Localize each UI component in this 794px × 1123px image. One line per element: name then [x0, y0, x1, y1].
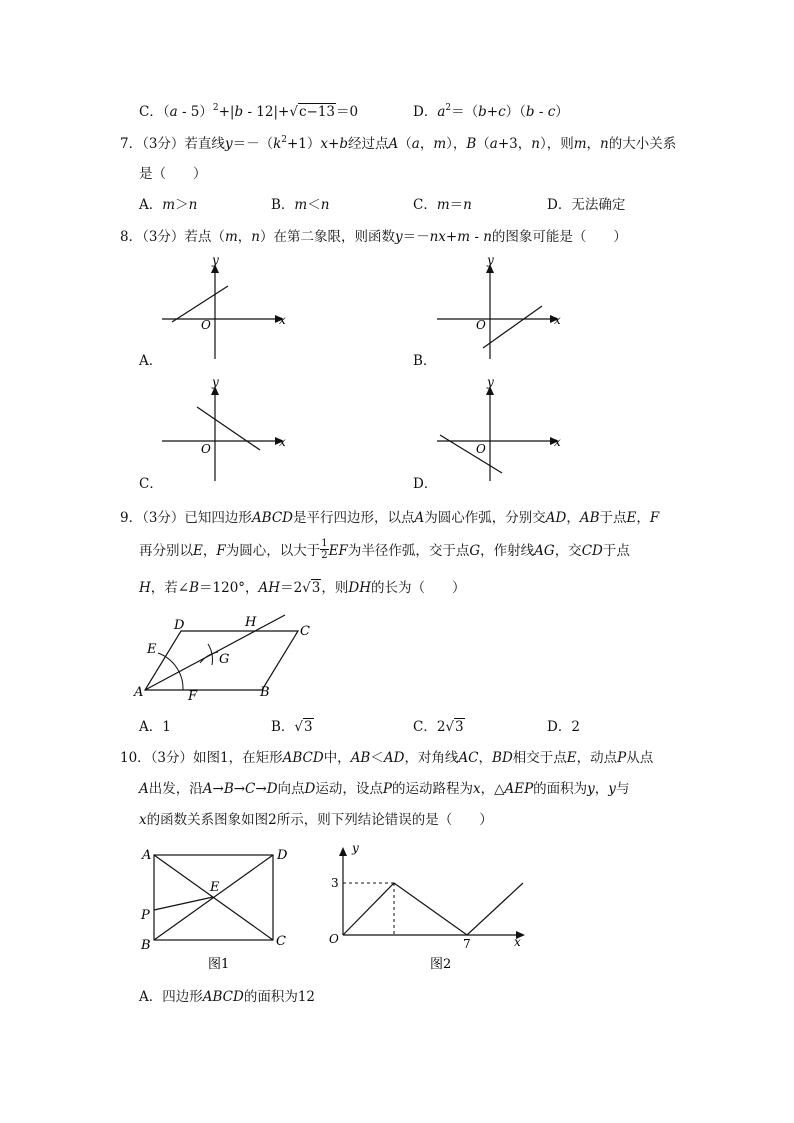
q10-option-a: A．四边形ABCD的面积为12 [139, 989, 316, 1005]
origin-label: O [476, 442, 486, 456]
rect-d-label: D [277, 848, 288, 863]
point-a-label: A [134, 685, 144, 700]
q10-figure1-rectangle [138, 842, 308, 977]
q8-graph-b [435, 255, 565, 365]
x-axis-label: x [279, 435, 286, 449]
graph-origin: O [329, 932, 339, 946]
origin-label: O [476, 318, 486, 332]
q7-option-a: A．m＞n [139, 197, 198, 213]
origin-label: O [201, 442, 211, 456]
rect-c-label: C [276, 934, 286, 949]
q9-option-d: D．2 [547, 719, 580, 735]
y-axis-label: y [212, 375, 219, 389]
q9-stem-line1: 9．（3分）已知四边形ABCD是平行四边形，以点A为圆心作弧，分别交AD，AB于点E，F [120, 510, 660, 526]
x-axis-label: x [554, 435, 561, 449]
origin-label: O [201, 318, 211, 332]
graph-tick-3: 3 [331, 876, 339, 890]
q6-option-d: D．$a^2=(b+c)(b - c)$ [413, 103, 569, 120]
q7-option-d: D．无法确定 [547, 197, 626, 213]
point-e-label: E [147, 642, 157, 657]
q10-stem-line3: x的函数关系图象如图2所示，则下列结论错误的是（ ） [139, 812, 493, 828]
point-h-label: H [245, 615, 257, 630]
x-axis-label: x [279, 313, 286, 327]
q7-option-b: B．m＜n [271, 197, 330, 213]
q9-stem-line2: 再分别以E，F为圆心，以大于 $\frac{1}{2}$ EF为半径作弧，交于点G，作射线AG，交CD于点 [139, 538, 630, 561]
point-f-label: F [188, 689, 198, 704]
q6-option-c: C．（a - 5）$^2$+|b - 12|+√c−13＝0 [139, 103, 359, 120]
q8-graph-a [160, 255, 290, 365]
q7-stem-line1: 7．（3分）若直线$y=-(k^2+1)x+b$经过点A（a，m），B（a+3，n），则m，n的大小关系 [120, 135, 677, 152]
graph-x-label: x [514, 935, 521, 949]
q8-graph-c [160, 377, 290, 487]
rect-a-label: A [142, 848, 152, 863]
point-b-label: B [260, 685, 270, 700]
q8-option-d-label: D． [413, 476, 438, 492]
y-axis-label: y [487, 375, 494, 389]
q7-option-c: C．m＝n [413, 197, 472, 213]
q9-parallelogram-figure [130, 608, 330, 708]
q9-option-b: B．√3 [271, 719, 313, 735]
point-d-label: D [174, 618, 185, 633]
x-axis-label: x [554, 313, 561, 327]
figure1-caption: 图1 [208, 957, 230, 972]
q9-option-c: C．2√3 [413, 719, 464, 735]
q9-option-a: A．1 [139, 719, 171, 735]
one-half-fraction: $\frac{1}{2}$ [321, 538, 328, 561]
y-axis-label: y [487, 253, 494, 267]
rect-e-label: E [210, 880, 220, 895]
q7-stem-line2: 是（ ） [139, 166, 207, 182]
q10-stem-line1: 10．（3分）如图1，在矩形ABCD中，AB＜AD，对角线AC，BD相交于点E，动点P从点 [120, 750, 654, 766]
graph-tick-7: 7 [463, 937, 471, 951]
point-g-label: G [219, 652, 230, 667]
q8-option-a-label: A． [139, 353, 163, 369]
q8-option-b-label: B． [413, 353, 437, 369]
rect-b-label: B [141, 938, 151, 953]
q10-figure2-graph [326, 842, 531, 977]
q8-graph-d [435, 377, 565, 487]
y-axis-label: y [212, 253, 219, 267]
q9-stem-line2-h: H，若∠B＝120°，AH＝2√3，则DH的长为（ ） [139, 580, 466, 596]
q8-stem: 8．（3分）若点（m，n）在第二象限，则函数y＝－nx+m - n的图象可能是（ ） [120, 229, 627, 245]
figure2-caption: 图2 [430, 957, 452, 972]
q10-stem-line2: A出发，沿A→B→C→D向点D运动，设点P的运动路程为x，△AEP的面积为y，y与 [139, 781, 630, 797]
graph-y-label: y [352, 841, 359, 855]
point-c-label: C [300, 624, 310, 639]
q8-option-c-label: C． [139, 476, 163, 492]
rect-p-label: P [141, 908, 150, 923]
